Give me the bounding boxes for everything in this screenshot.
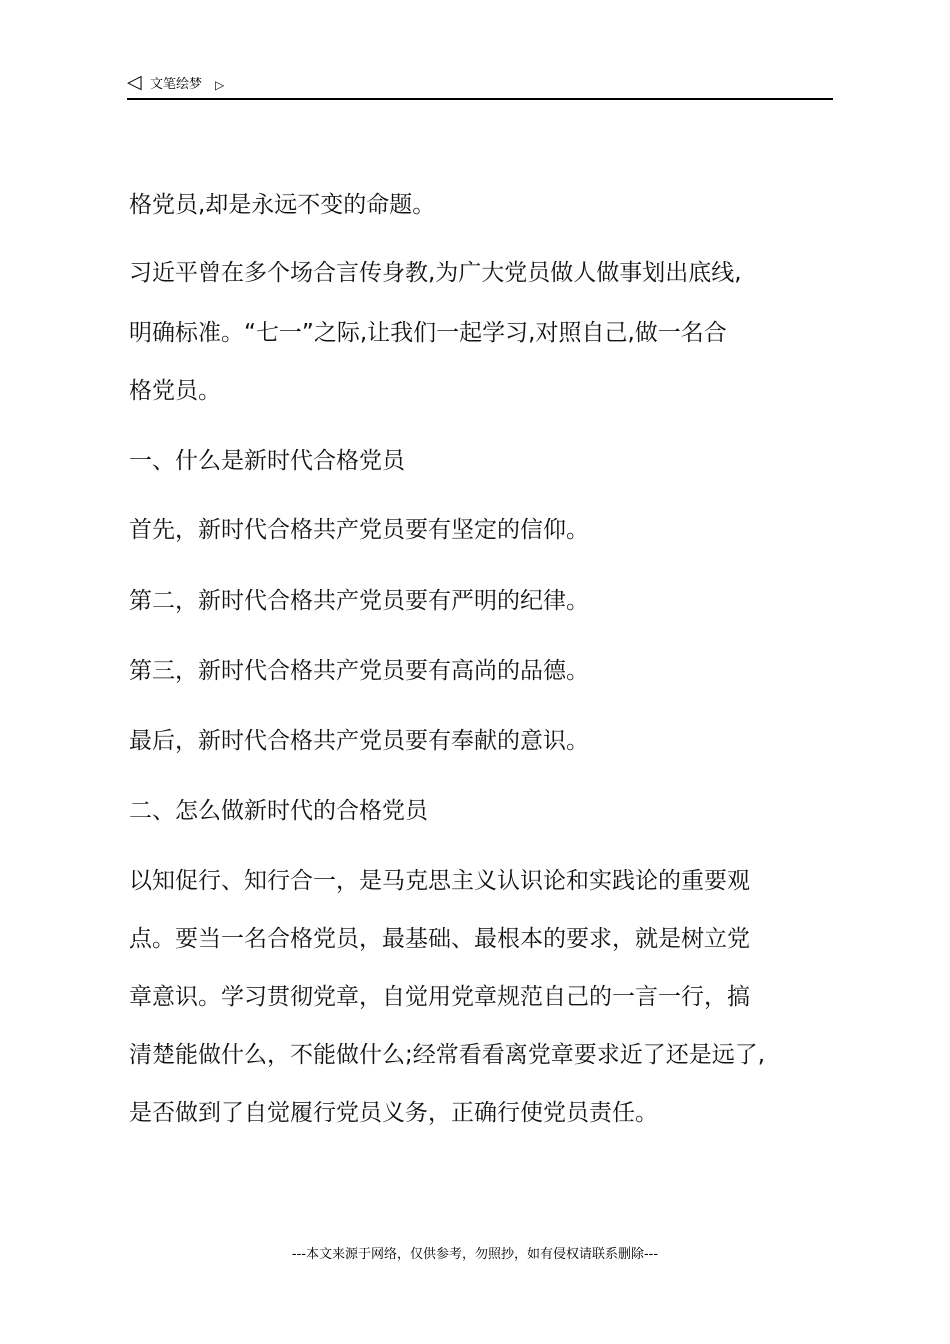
paragraph-line: 第二，新时代合格共产党员要有严明的纪律。 bbox=[129, 588, 589, 614]
page-footer: ---本文来源于网络，仅供参考，勿照抄，如有侵权请联系删除--- bbox=[291, 1247, 659, 1262]
triangle-right-icon: ▷ bbox=[215, 78, 225, 92]
triangle-left-icon: ◁ bbox=[127, 71, 142, 93]
paragraph-line: 最后，新时代合格共产党员要有奉献的意识。 bbox=[129, 728, 589, 754]
paragraph-line: 点。要当一名合格党员，最基础、最根本的要求，就是树立党 bbox=[129, 926, 750, 952]
paragraph-line: 章意识。学习贯彻党章，自觉用党章规范自己的一言一行，搞 bbox=[129, 984, 750, 1010]
section-heading: 二、怎么做新时代的合格党员 bbox=[129, 798, 428, 824]
paragraph-line: 首先，新时代合格共产党员要有坚定的信仰。 bbox=[129, 517, 589, 543]
header-brand: 文笔绘梦 bbox=[150, 77, 203, 92]
paragraph-line: 格党员,却是永远不变的命题。 bbox=[129, 192, 436, 218]
section-heading: 一、什么是新时代合格党员 bbox=[129, 448, 405, 474]
paragraph-line: 格党员。 bbox=[129, 378, 221, 404]
paragraph-line: 明确标准。“七一”之际,让我们一起学习,对照自己,做一名合 bbox=[129, 320, 727, 346]
paragraph-line: 第三，新时代合格共产党员要有高尚的品德。 bbox=[129, 658, 589, 684]
paragraph-line: 习近平曾在多个场合言传身教,为广大党员做人做事划出底线, bbox=[129, 260, 742, 286]
paragraph-line: 以知促行、知行合一，是马克思主义认识论和实践论的重要观 bbox=[129, 868, 750, 894]
paragraph-line: 是否做到了自觉履行党员义务，正确行使党员责任。 bbox=[129, 1100, 658, 1126]
page-header bbox=[127, 72, 833, 100]
paragraph-line: 清楚能做什么，不能做什么;经常看看离党章要求近了还是远了, bbox=[129, 1042, 766, 1068]
